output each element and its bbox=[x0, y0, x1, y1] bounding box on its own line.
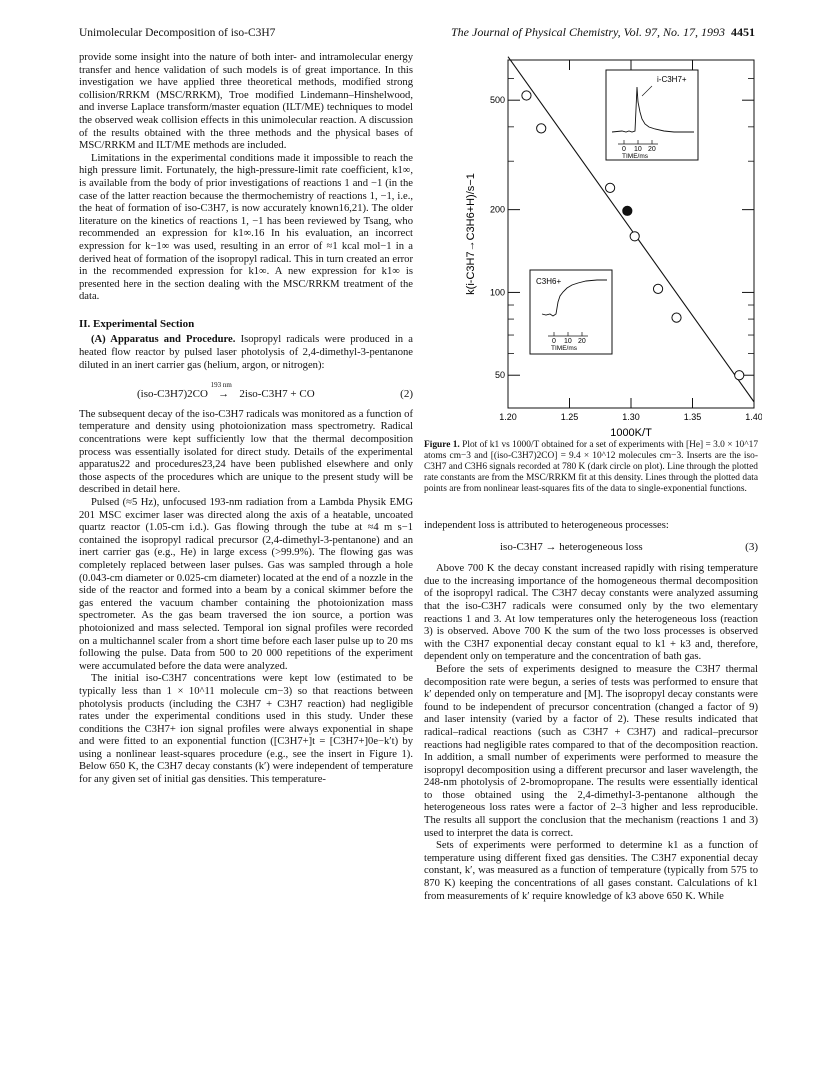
equation-lhs bbox=[137, 381, 315, 401]
paragraph-text: Isopropyl radicals were produced in a heated flow reactor by pulsed laser photolysis of 2,4-dimethyl-3-pentanone diluted in an inert carrier gas (helium, argon, or nitrogen): bbox=[79, 334, 413, 371]
data-point bbox=[605, 183, 614, 192]
x-axis-label: 1000K/T bbox=[610, 427, 652, 439]
data-point bbox=[630, 232, 639, 241]
y-axis-label: k(i-C3H7→C3H6+H)/s−1 bbox=[465, 173, 477, 295]
figure-caption bbox=[424, 440, 758, 495]
running-header-title: Unimolecular Decomposition of iso-C3H7 bbox=[79, 27, 276, 39]
data-point bbox=[653, 284, 662, 293]
figure-1-plot bbox=[452, 52, 762, 440]
inset-axis-label: TIME/ms bbox=[622, 153, 648, 160]
inset-tick-label: 0 bbox=[552, 338, 556, 345]
data-point bbox=[672, 313, 681, 322]
inset-tick-label: 10 bbox=[564, 338, 572, 345]
x-tick-label: 1.40 bbox=[745, 412, 762, 422]
x-tick-label: 1.20 bbox=[499, 412, 517, 422]
inset-tick-label: 10 bbox=[634, 146, 642, 153]
equation-product: 2iso-C3H7 + CO bbox=[239, 388, 315, 401]
paragraph: Sets of experiments were performed to determine k1 as a function of temperature using different fixed gas densities. The C3H7 exponential decay constant, k′, was measured as a function of temperature (typically from 575 to 870 K) keeping the concentrations of all gases constant. Calculations of k1 from measurements of k′ require knowledge of k3 above 650 K. While bbox=[424, 840, 758, 902]
section-heading: II. Experimental Section bbox=[79, 317, 195, 330]
equation-arrow: → 193 nm bbox=[210, 381, 232, 401]
x-tick-label: 1.30 bbox=[622, 412, 640, 422]
inset-axis-label: TIME/ms bbox=[551, 345, 577, 352]
x-tick-label: 1.25 bbox=[560, 412, 579, 422]
left-column bbox=[79, 52, 413, 787]
figure-1 bbox=[452, 52, 762, 440]
paragraph bbox=[79, 334, 413, 372]
y-tick-label: 100 bbox=[489, 287, 505, 298]
paragraph: The initial iso-C3H7 concentrations were kept low (estimated to be typically less than 1 × 10^11 molecule cm−3) so that reactions between photolysis products (including the C3H7 + C3H7 reaction) had negligible rates under the experimental conditions used in this study. Under these conditions the C3H7+ ion signal profiles were always exponential in shape and were fitted to an exponential function ([C3H7+]t = [C3H7+]0e−k′t) by using a nonlinear least-squares procedure (e.g., see the insert in Figure 1). Below 650 K, the C3H7 decay constants (k′) were independent of temperature for any given set of initial gas densities. This temperature- bbox=[79, 673, 413, 786]
y-tick-label: 200 bbox=[489, 204, 505, 215]
x-tick-label: 1.35 bbox=[683, 412, 702, 422]
paragraph: Pulsed (≈5 Hz), unfocused 193-nm radiation from a Lambda Physik EMG 201 MSC excimer laser was directed along the axis of a heatable, uncoated quartz reactor (1.05-cm i.d.). Gas flowing through the tube at ≈4 m s−1 contained the isopropyl radical precursor (2,4-dimethyl-3-pentanone) and an inert carrier gas (e.g., He) in large excess (>99.9%). The flowing gas was completely replaced between laser pulses. Gas was sampled through a hole (0.043-cm diameter or 0.025-cm diameter) located at the end of a nozzle in the side of the reactor and formed into a beam by a conical skimmer before the gas entered the vacuum chamber containing the photoionization mass spectrometer. As the gas beam traversed the ion source, a portion was photoionized and mass selected. Temporal ion signal profiles were recorded on a multichannel scaler from a short time before each laser pulse up to 20 ms following the pulse. Data from 500 to 20 000 repetitions of the experiment were accumulated before the data were analyzed. bbox=[79, 497, 413, 672]
paragraph: The subsequent decay of the iso-C3H7 radicals was monitored as a function of temperature and density using photoionization mass spectrometry. Radical concentrations were kept sufficiently low that the thermal decomposition process was essentially isolated for direct study. Details of the experimental apparatus22 and procedures23,24 have been published elsewhere and only those aspects of the procedures which are unique to the present study will be described in detail here. bbox=[79, 408, 413, 496]
y-tick-label: 50 bbox=[494, 370, 505, 381]
equation-reactant: (iso-C3H7)2CO bbox=[137, 388, 208, 401]
data-point bbox=[735, 371, 744, 380]
data-point-filled bbox=[623, 206, 632, 215]
caption-label: Figure 1. bbox=[424, 440, 460, 450]
data-point bbox=[537, 124, 546, 133]
journal-citation: The Journal of Physical Chemistry, Vol. 97, No. 17, 1993 bbox=[451, 25, 725, 39]
paragraph: Before the sets of experiments designed to measure the C3H7 thermal decomposition rate were begun, a series of tests was performed to ensure that k′ depended only on temperature and [M]. The isopropyl decay constants were found to be independent of precursor concentration (changed a factor of 9) and laser intensity (varied by a factor of 2). These results indicated that radical–radical reactions (such as C3H7 + C3H7) and radical–precursor reactions had negligible rates compared to that of the decomposition reaction. In addition, a small number of experiments were performed to measure the isopropyl decomposition using a different precursor and laser wavelength, the 248-nm photolysis of 2-bromopropane. The results were essentially identical to those obtained using the 2,4-dimethyl-3-pentanone although the heterogeneous loss rates were a factor of 2–3 higher and less reproducible. The results all support the conclusion that the mechanism (reactions 1 and 3) used to interpret the data is correct. bbox=[424, 663, 758, 839]
inset-label: C3H6+ bbox=[536, 277, 562, 286]
equation-2 bbox=[79, 381, 413, 401]
inset-iso-c3h7 bbox=[606, 70, 698, 160]
inset-label: i-C3H7+ bbox=[657, 75, 687, 84]
inset-c3h6 bbox=[530, 270, 612, 354]
y-tick-label: 500 bbox=[489, 95, 505, 106]
inset-tick-label: 0 bbox=[622, 146, 626, 153]
paragraph: Above 700 K the decay constant increased rapidly with rising temperature due to the increasing importance of the homogeneous thermal decomposition of the isopropyl radical. The C3H7 decay constants were analyzed assuming that the iso-C3H7 radicals were consumed only by the two elementary reactions 1 and 3. At low temperatures only the heterogeneous loss (reaction 3) is observed. Above 700 K the sum of the two loss processes is observed with the C3H7 exponential decay constant equal to k1 + k3 and, therefore, dependent only on temperature and the concentration of bath gas. bbox=[424, 563, 758, 663]
subsection-heading: (A) Apparatus and Procedure. bbox=[91, 334, 236, 346]
paragraph: provide some insight into the nature of both inter- and intramolecular energy transfer and hence validation of such models is of great importance. In this investigation we have applied three theoretical methods, modified strong collision/RRKM (MSC/RRKM), Troe modified Lindemann–Hinshelwood, and inverse Laplace transform/master equation (ILT/ME) techniques to model the observed weak collision effects in this unimolecular reaction. A discussion of the results obtained with the three methods and the physical bases of MSC/RRKM and ILT/ME methods are included. bbox=[79, 52, 413, 152]
running-header-journal bbox=[451, 25, 755, 40]
right-column bbox=[424, 520, 758, 903]
caption-text: Plot of k1 vs 1000/T obtained for a set of experiments with [He] = 3.0 × 10^17 atoms cm−3 and [(iso-C3H7)2CO] = 9.4 × 10^12 molecules cm−3. Inserts are the iso-C3H7 and C3H6 signals recorded at 780 K (dark circle on plot). Line through the plotted rate constants are from the MSC/RRKM fit at this density. Lines through the plotted data points are from nonlinear least-squares fits of the data to single-exponential functions. bbox=[424, 440, 759, 494]
equation-number: (3) bbox=[745, 540, 758, 553]
equation-number: (2) bbox=[400, 388, 413, 401]
inset-tick-label: 20 bbox=[648, 146, 656, 153]
inset-tick-label: 20 bbox=[578, 338, 586, 345]
equation-3 bbox=[424, 541, 758, 554]
data-point bbox=[522, 91, 531, 100]
paragraph: independent loss is attributed to heterogeneous processes: bbox=[424, 520, 669, 531]
equation-condition: 193 nm bbox=[210, 381, 232, 390]
equation-lhs: iso-C3H7 → heterogeneous loss bbox=[500, 540, 643, 553]
page-number: 4451 bbox=[731, 25, 755, 39]
paragraph: Limitations in the experimental conditions made it impossible to reach the high pressure limit. Fortunately, the high-pressure-limit rate coefficient, k1∞, is available from the body of prior investigations of reactions 1 and −1 (in the case of the latter reaction because the thermochemistry of reactions 1, −1, i.e., the heat of formation of iso-C3H7, is now accurately known16,21). The older literature on the kinetics of reactions 1, −1 has been reviewed by Tsang, who recommended an expression for k1∞.16 In his evaluation, an incorrect expression for k−1∞ was used, resulting in an error of ≈1 kcal mol−1 in a derived heat of formation of the isopropyl radical. This in turn created an error in the recommended expression for k1∞. A new expression for k1∞ is presented here in the section dealing with the MSC/RRKM treatment of the data. bbox=[79, 152, 413, 303]
